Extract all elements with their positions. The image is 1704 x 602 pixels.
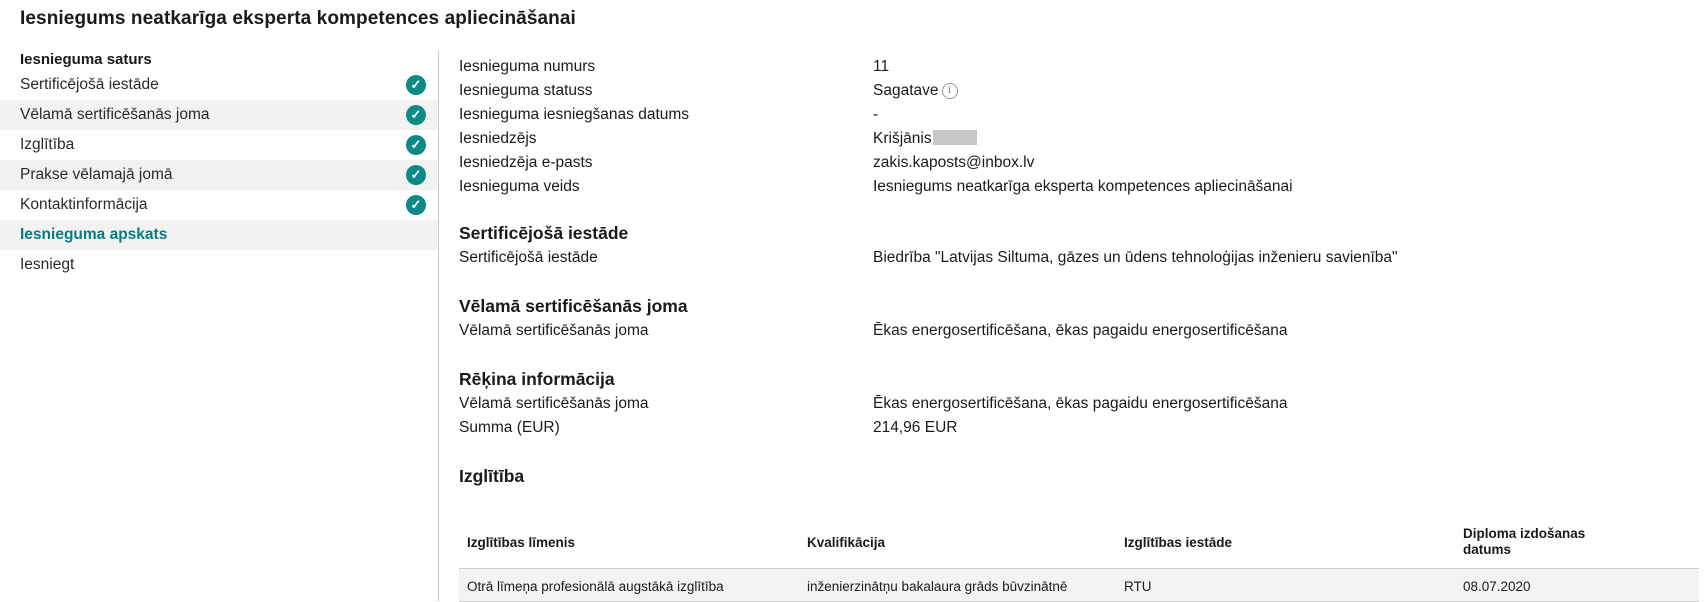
check-circle-icon: ✓ [406,165,426,185]
table-row [459,569,1699,602]
cell-qualification: inženierzinātņu bakalaura grāds būvzinātnē [807,579,1068,594]
application-status-value: Sagatave [873,82,939,99]
field-label: Iesnieguma statuss [459,82,593,99]
sidebar-item-education[interactable] [0,130,438,160]
check-circle-icon: ✓ [406,135,426,155]
sidebar-item-label: Vēlamā sertificēšanās joma [20,106,210,123]
desired-field-value: Ēkas energosertificēšana, ēkas pagaidu energosertificēšana [873,322,1288,339]
sidebar-item-review[interactable] [0,220,438,250]
field-label: Iesnieguma iesniegšanas datums [459,106,690,123]
sidebar-item-label: Iesniegt [20,256,75,273]
sidebar-item-submit[interactable] [0,250,438,280]
submission-date-value: - [873,106,879,123]
sidebar-item-label: Prakse vēlamajā jomā [20,166,173,183]
cell-education-level: Otrā līmeņa profesionālā augstākā izglītība [467,579,724,594]
column-header-institution: Izglītības iestāde [1124,535,1233,550]
certifying-body-row [459,246,1699,270]
info-icon[interactable]: i [942,83,958,99]
field-label: Iesniedzēja e-pasts [459,154,593,171]
sidebar-item-desired-field[interactable] [0,100,438,130]
sidebar-heading: Iesnieguma saturs [20,51,152,68]
page-title: Iesniegums neatkarīga eksperta kompetences apliecināšanai [20,8,576,29]
field-label: Iesnieguma numurs [459,58,596,75]
review-content [459,55,1699,489]
column-header-qualification: Kvalifikācija [807,535,886,550]
sidebar-item-practice[interactable] [0,160,438,190]
application-number-row [459,55,1699,79]
applicant-value: Krišjānis [873,130,932,147]
invoice-sum-row [459,416,1699,440]
desired-field-row [459,319,1699,343]
application-status-cell [873,79,958,103]
application-type-row [459,175,1699,199]
column-header-diploma-date: Diploma izdošanas datums [1463,526,1586,557]
invoice-sum-currency: EUR [924,419,958,436]
field-label: Summa (EUR) [459,419,560,436]
section-heading-invoice: Rēķina informācija [459,369,615,389]
invoice-sum-value: 214,96 [873,419,921,436]
check-circle-icon: ✓ [406,105,426,125]
section-heading-certifying-body: Sertificējošā iestāde [459,223,629,243]
applicant-row [459,127,1699,151]
application-type-value: Iesniegums neatkarīga eksperta kompetences apliecināšanai [873,178,1293,195]
field-label: Sertificējošā iestāde [459,249,598,266]
vertical-divider [438,51,439,601]
application-number-value: 11 [873,58,890,75]
section-heading-education: Izglītība [459,466,525,486]
check-circle-icon: ✓ [406,75,426,95]
sidebar-item-certifying-body[interactable] [0,70,438,100]
column-header-level: Izglītības līmenis [467,535,576,550]
sidebar-nav [0,50,438,280]
submission-date-row [459,103,1699,127]
cell-diploma-date: 08.07.2020 [1463,579,1531,594]
applicant-email-value: zakis.kaposts@inbox.lv [873,154,1035,171]
sidebar-item-label: Kontaktinformācija [20,196,148,213]
redacted-surname [933,130,977,145]
field-label: Iesniedzējs [459,130,537,147]
section-heading-desired-field: Vēlamā sertificēšanās joma [459,296,688,316]
sidebar-item-label: Sertificējošā iestāde [20,76,159,93]
applicant-cell [873,127,977,151]
field-label: Iesnieguma veids [459,178,580,195]
sidebar-item-contacts[interactable] [0,190,438,220]
check-circle-icon: ✓ [406,195,426,215]
application-status-row [459,79,1699,103]
sidebar-item-label: Iesnieguma apskats [20,226,168,243]
invoice-field-row [459,392,1699,416]
invoice-field-value: Ēkas energosertificēšana, ēkas pagaidu energosertificēšana [873,395,1288,412]
applicant-email-row [459,151,1699,175]
invoice-sum-cell [873,416,957,440]
field-label: Vēlamā sertificēšanās joma [459,395,649,412]
cell-institution: RTU [1124,579,1152,594]
certifying-body-value: Biedrība "Latvijas Siltuma, gāzes un ūdens tehnoloģijas inženieru savienība" [873,249,1398,266]
sidebar-item-label: Izglītība [20,136,75,153]
field-label: Vēlamā sertificēšanās joma [459,322,649,339]
